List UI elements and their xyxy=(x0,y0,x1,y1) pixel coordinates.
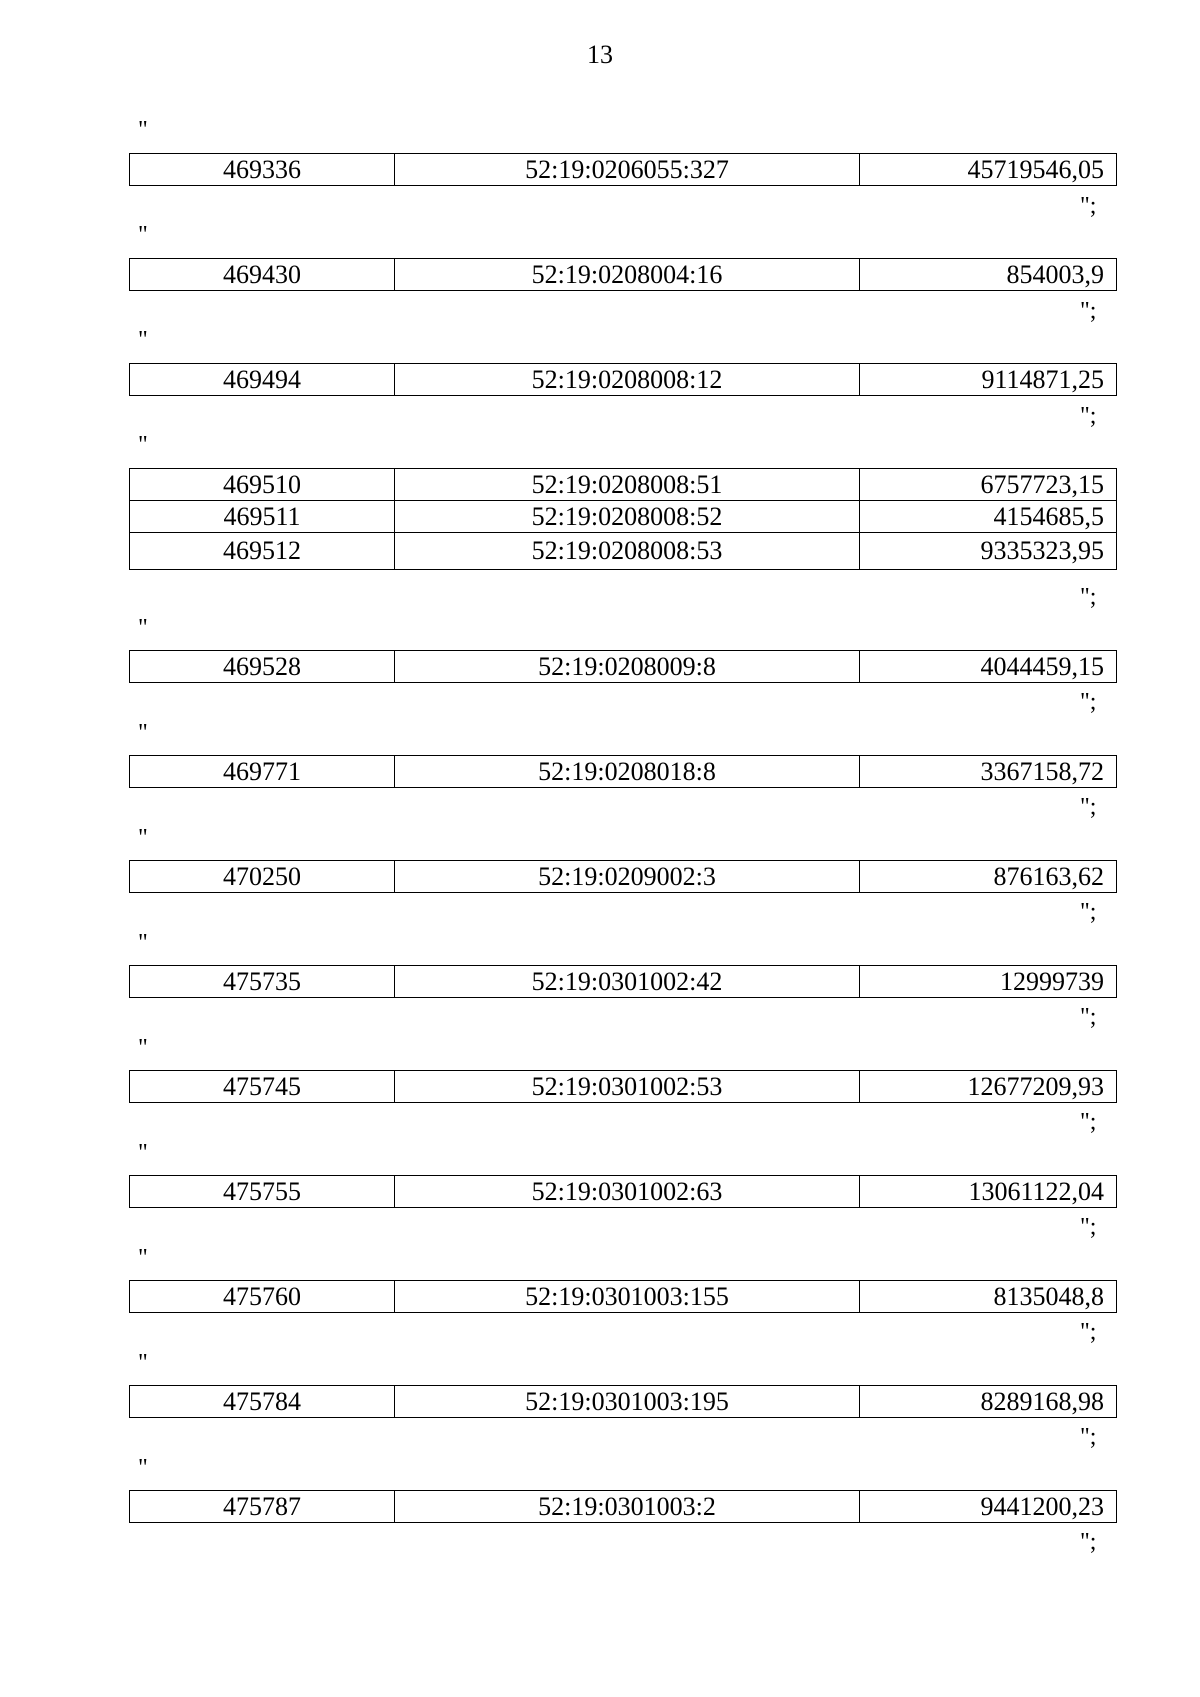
closing-quote: "; xyxy=(1080,1319,1097,1345)
opening-quote: " xyxy=(138,1035,148,1061)
closing-quote: "; xyxy=(1080,1424,1097,1450)
cadastral-number: 52:19:0206055:327 xyxy=(395,154,860,186)
record-number: 469511 xyxy=(130,501,395,533)
cadastral-value: 4154685,5 xyxy=(860,501,1117,533)
table-row xyxy=(130,1491,1117,1523)
record-number: 475787 xyxy=(130,1491,395,1523)
cadastral-value: 45719546,05 xyxy=(860,154,1117,186)
opening-quote: " xyxy=(138,1350,148,1376)
cadastral-value: 9441200,23 xyxy=(860,1491,1117,1523)
cadastral-number: 52:19:0209002:3 xyxy=(395,861,860,893)
register-table xyxy=(129,1070,1117,1103)
table-row xyxy=(130,1071,1117,1103)
opening-quote: " xyxy=(138,1455,148,1481)
cadastral-number: 52:19:0208008:53 xyxy=(395,533,860,570)
cadastral-number: 52:19:0301002:42 xyxy=(395,966,860,998)
record-number: 469512 xyxy=(130,533,395,570)
closing-quote: "; xyxy=(1080,689,1097,715)
register-table xyxy=(129,1175,1117,1208)
record-number: 470250 xyxy=(130,861,395,893)
record-number: 469510 xyxy=(130,469,395,501)
table-row xyxy=(130,1281,1117,1313)
cadastral-value: 854003,9 xyxy=(860,259,1117,291)
opening-quote: " xyxy=(138,1245,148,1271)
closing-quote: "; xyxy=(1080,193,1097,219)
table-row xyxy=(130,966,1117,998)
register-table xyxy=(129,1385,1117,1418)
closing-quote: "; xyxy=(1080,1109,1097,1135)
cadastral-number: 52:19:0301003:2 xyxy=(395,1491,860,1523)
table-row xyxy=(130,259,1117,291)
cadastral-number: 52:19:0208004:16 xyxy=(395,259,860,291)
table-row xyxy=(130,154,1117,186)
table-row xyxy=(130,469,1117,501)
opening-quote: " xyxy=(138,222,148,248)
opening-quote: " xyxy=(138,432,148,458)
cadastral-number: 52:19:0301002:53 xyxy=(395,1071,860,1103)
closing-quote: "; xyxy=(1080,403,1097,429)
cadastral-number: 52:19:0208008:51 xyxy=(395,469,860,501)
cadastral-number: 52:19:0301002:63 xyxy=(395,1176,860,1208)
closing-quote: "; xyxy=(1080,899,1097,925)
cadastral-value: 6757723,15 xyxy=(860,469,1117,501)
record-number: 469430 xyxy=(130,259,395,291)
cadastral-number: 52:19:0208008:12 xyxy=(395,364,860,396)
register-table xyxy=(129,468,1117,570)
table-row xyxy=(130,364,1117,396)
opening-quote: " xyxy=(138,327,148,353)
record-number: 469336 xyxy=(130,154,395,186)
record-number: 475760 xyxy=(130,1281,395,1313)
opening-quote: " xyxy=(138,930,148,956)
record-number: 469528 xyxy=(130,651,395,683)
cadastral-number: 52:19:0301003:195 xyxy=(395,1386,860,1418)
opening-quote: " xyxy=(138,825,148,851)
closing-quote: "; xyxy=(1080,584,1097,610)
closing-quote: "; xyxy=(1080,1004,1097,1030)
cadastral-number: 52:19:0208018:8 xyxy=(395,756,860,788)
opening-quote: " xyxy=(138,117,148,143)
register-table xyxy=(129,1280,1117,1313)
table-row xyxy=(130,861,1117,893)
cadastral-value: 9335323,95 xyxy=(860,533,1117,570)
closing-quote: "; xyxy=(1080,794,1097,820)
table-row xyxy=(130,533,1117,570)
register-table xyxy=(129,153,1117,186)
cadastral-value: 8289168,98 xyxy=(860,1386,1117,1418)
opening-quote: " xyxy=(138,615,148,641)
closing-quote: "; xyxy=(1080,1214,1097,1240)
cadastral-value: 8135048,8 xyxy=(860,1281,1117,1313)
register-table xyxy=(129,363,1117,396)
table-row xyxy=(130,651,1117,683)
closing-quote: "; xyxy=(1080,298,1097,324)
cadastral-value: 12999739 xyxy=(860,966,1117,998)
register-table xyxy=(129,755,1117,788)
cadastral-number: 52:19:0208008:52 xyxy=(395,501,860,533)
table-row xyxy=(130,501,1117,533)
register-table xyxy=(129,860,1117,893)
page-number: 13 xyxy=(587,40,613,69)
record-number: 475745 xyxy=(130,1071,395,1103)
register-table xyxy=(129,258,1117,291)
opening-quote: " xyxy=(138,720,148,746)
cadastral-value: 3367158,72 xyxy=(860,756,1117,788)
table-row xyxy=(130,1386,1117,1418)
cadastral-number: 52:19:0208009:8 xyxy=(395,651,860,683)
record-number: 475755 xyxy=(130,1176,395,1208)
cadastral-value: 12677209,93 xyxy=(860,1071,1117,1103)
record-number: 475735 xyxy=(130,966,395,998)
table-row xyxy=(130,756,1117,788)
record-number: 475784 xyxy=(130,1386,395,1418)
register-table xyxy=(129,965,1117,998)
cadastral-value: 9114871,25 xyxy=(860,364,1117,396)
cadastral-value: 876163,62 xyxy=(860,861,1117,893)
cadastral-value: 4044459,15 xyxy=(860,651,1117,683)
opening-quote: " xyxy=(138,1140,148,1166)
cadastral-number: 52:19:0301003:155 xyxy=(395,1281,860,1313)
record-number: 469494 xyxy=(130,364,395,396)
closing-quote: "; xyxy=(1080,1529,1097,1555)
register-table xyxy=(129,650,1117,683)
table-row xyxy=(130,1176,1117,1208)
register-table xyxy=(129,1490,1117,1523)
record-number: 469771 xyxy=(130,756,395,788)
cadastral-value: 13061122,04 xyxy=(860,1176,1117,1208)
